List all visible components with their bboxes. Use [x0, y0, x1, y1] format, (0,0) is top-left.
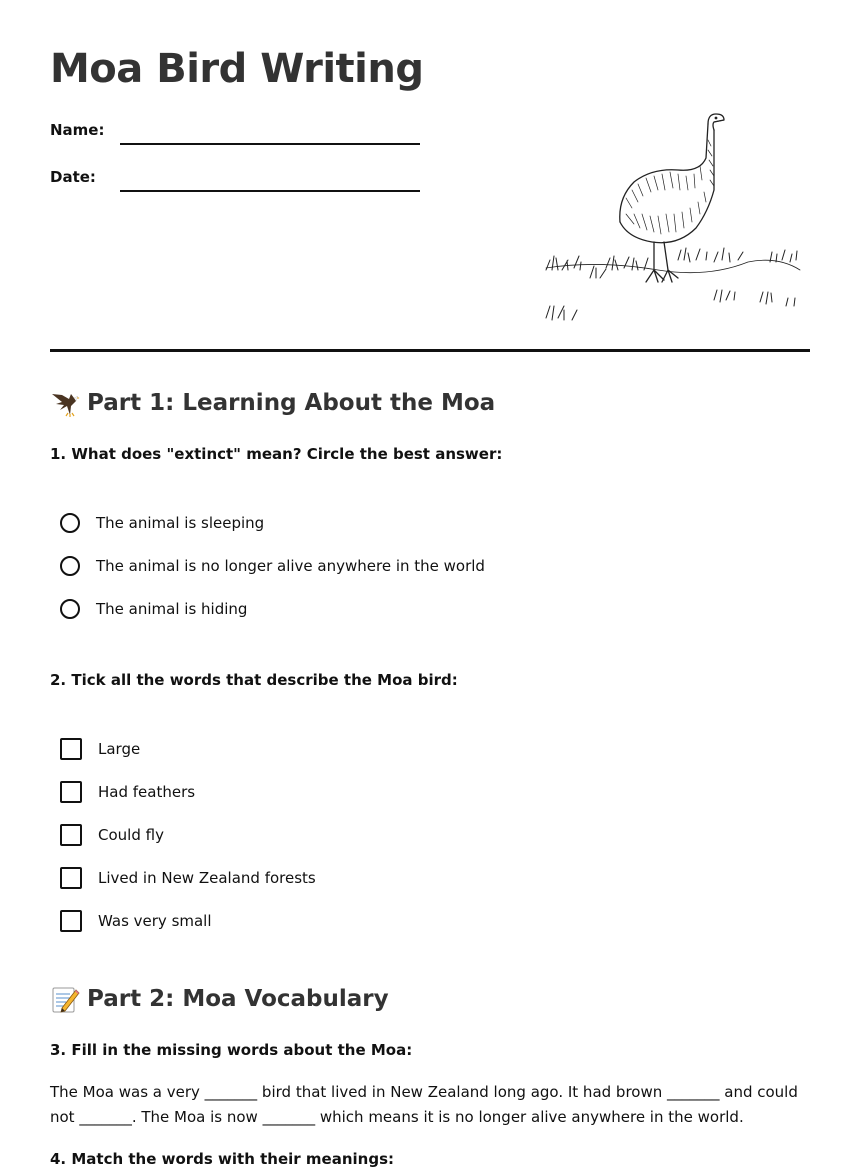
- question-1-label: 1. What does "extinct" mean? Circle the best answer:: [50, 445, 503, 463]
- radio-option-label: The animal is sleeping: [96, 514, 265, 532]
- checkbox-option-5[interactable]: [60, 910, 212, 932]
- radio-option-label: The animal is no longer alive anywhere in the world: [96, 557, 485, 575]
- question-3-label: 3. Fill in the missing words about the Moa:: [50, 1041, 413, 1059]
- checkbox-option-1[interactable]: [60, 738, 140, 760]
- fill-in-paragraph: The Moa was a very _______ bird that lived in New Zealand long ago. It had brown _______ and could not _______. The Moa is now _______ which means it is no longer alive anywhere in the world.: [50, 1083, 798, 1126]
- checkbox-option-label: Large: [98, 740, 141, 758]
- checkbox-option-label: Was very small: [98, 912, 212, 930]
- checkbox-option-4[interactable]: [60, 867, 316, 889]
- checkbox-option-label: Lived in New Zealand forests: [98, 869, 316, 887]
- question-2-label: 2. Tick all the words that describe the Moa bird:: [50, 671, 458, 689]
- checkbox-option-2[interactable]: [60, 781, 195, 803]
- radio-circle[interactable]: [60, 599, 80, 619]
- checkbox[interactable]: [60, 738, 82, 760]
- date-field[interactable]: [120, 190, 420, 192]
- checkbox[interactable]: [60, 867, 82, 889]
- page-title: Moa Bird Writing: [50, 46, 424, 92]
- header-divider: [50, 349, 810, 352]
- part1-heading: [50, 388, 495, 418]
- date-label: Date:: [50, 168, 96, 186]
- memo-pencil-icon: [50, 984, 80, 1014]
- part1-heading-text: Part 1: Learning About the Moa: [87, 390, 496, 416]
- name-label: Name:: [50, 121, 105, 139]
- checkbox[interactable]: [60, 781, 82, 803]
- checkbox[interactable]: [60, 824, 82, 846]
- checkbox-option-label: Could fly: [98, 826, 164, 844]
- radio-circle[interactable]: [60, 513, 80, 533]
- part2-heading-text: Part 2: Moa Vocabulary: [87, 986, 389, 1012]
- radio-circle[interactable]: [60, 556, 80, 576]
- radio-option-3[interactable]: [60, 599, 247, 619]
- radio-option-1[interactable]: [60, 513, 264, 533]
- part2-heading: [50, 984, 389, 1014]
- checkbox-option-3[interactable]: [60, 824, 164, 846]
- radio-option-2[interactable]: [60, 556, 485, 576]
- eagle-icon: [50, 388, 80, 418]
- radio-option-label: The animal is hiding: [96, 600, 248, 618]
- question-4-label: 4. Match the words with their meanings:: [50, 1150, 395, 1168]
- name-field[interactable]: [120, 143, 420, 145]
- checkbox-option-label: Had feathers: [98, 783, 196, 801]
- checkbox[interactable]: [60, 910, 82, 932]
- moa-bird-illustration: [538, 110, 803, 325]
